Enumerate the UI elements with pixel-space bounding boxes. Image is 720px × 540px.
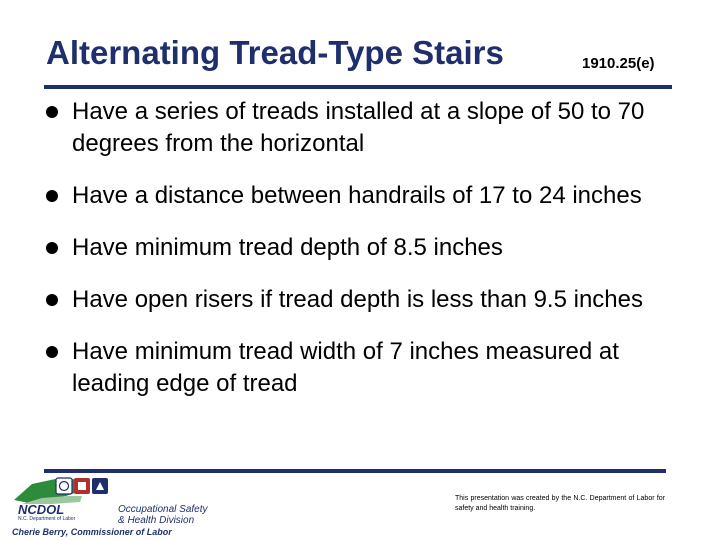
bullet-dot-icon xyxy=(46,346,58,358)
logo-commissioner: Cherie Berry, Commissioner of Labor xyxy=(12,527,172,537)
bullet-text: Have a series of treads installed at a slope of 50 to 70 degrees from the horizontal xyxy=(72,98,645,157)
logo-division-line2: & Health Division xyxy=(118,515,195,526)
title-divider xyxy=(44,85,672,89)
bullet-item xyxy=(44,336,674,400)
bullet-item xyxy=(44,180,674,212)
logo-agency-name: NCDOL xyxy=(18,502,65,517)
bullet-text: Have open risers if tread depth is less than 9.5 inches xyxy=(72,286,643,313)
logo-division-line1: Occupational Safety xyxy=(118,504,208,515)
bullet-list xyxy=(44,96,674,420)
logo-department: N.C. Department of Labor xyxy=(18,516,76,522)
standard-citation: 1910.25(e) xyxy=(582,55,655,72)
bullet-item xyxy=(44,232,674,264)
bullet-item xyxy=(44,96,674,160)
bullet-text: Have minimum tread width of 7 inches measured at leading edge of tread xyxy=(72,338,619,397)
bullet-dot-icon xyxy=(46,242,58,254)
bullet-dot-icon xyxy=(46,294,58,306)
bullet-text: Have minimum tread depth of 8.5 inches xyxy=(72,234,503,261)
bullet-text: Have a distance between handrails of 17 to 24 inches xyxy=(72,182,642,209)
slide-title: Alternating Tread-Type Stairs xyxy=(46,34,504,71)
bullet-item xyxy=(44,284,674,316)
footer-divider xyxy=(44,469,666,473)
safety-icons xyxy=(56,478,108,494)
bullet-dot-icon xyxy=(46,190,58,202)
footer-note: This presentation was created by the N.C. Department of Labor for safety and health training. xyxy=(455,495,665,512)
bullet-dot-icon xyxy=(46,106,58,118)
